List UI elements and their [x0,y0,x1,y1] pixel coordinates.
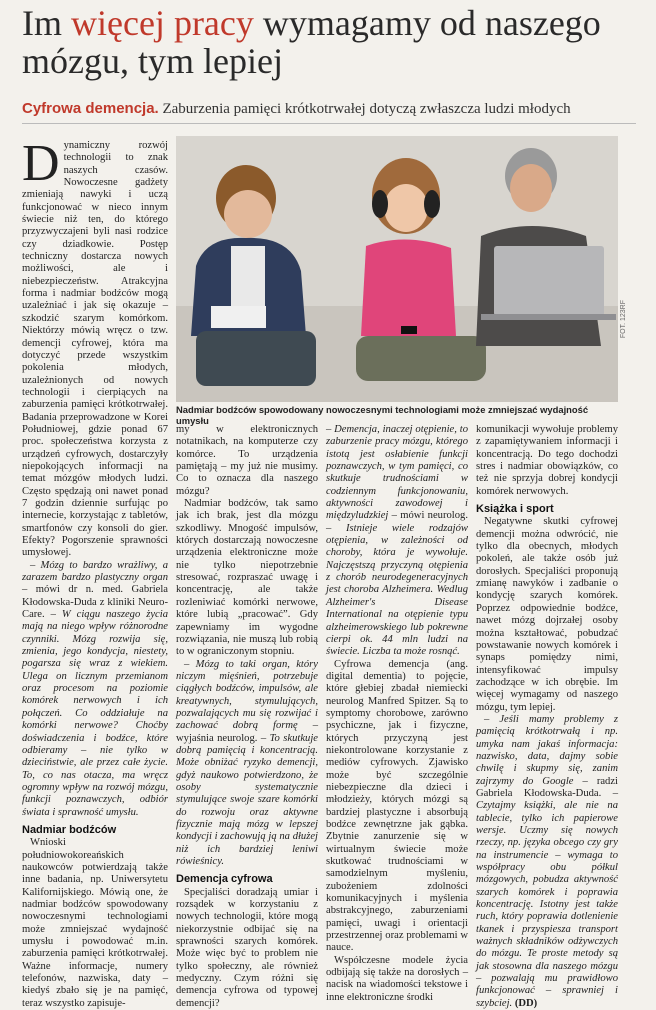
quote: – To skutkuje dobrą pamięcią i koncentracją. Może obniżać ryzyko demencji, gdyż naukowo potwierdzono, że osoby systematycznie stymulujące swoje szare komórki do rozwoju oraz aktywne fizycznie mają mózg w lepszej kondycji i zachowują ją na dłużej niż ich bardziej leniwi rówieśnicy. [176,732,318,868]
col3-paragraph-3: Współczesne modele życia odbijają się także na dorosłych – nacisk na wiadomości tekstowe i inne elektroniczne środki [326,954,468,1003]
headline-part2: wymagamy od naszego mózgu, tym lepiej [22,3,601,81]
attribution: – wyjaśnia neurolog. [176,720,318,744]
column-1 [22,135,168,1009]
column-3 [326,424,468,1003]
subhead-nadmiar: Nadmiar bodźców [22,823,117,836]
quote: – W ciągu naszego życia mają na niego wpływ różnorodne czynniki. Mózg rozwija się, zmienia, jego kondycja, niestety, pogarsza się wraz z wiekiem. Ulega on licznym przemianom oraz procesom na poziomie komórek nerwowych i ich połączeń. Co oddziałuje na komórki nerwowe? Choćby doświadczenia i bodźce, które odbieramy – nie tylko w dzieciństwie, ale przez całe życie. To, co nas otacza, ma wręcz ogromny wpływ na rozwój mózgu, funkcji poznawczych, odbiór świata i sprawność umysłu. [22,609,168,818]
headline-accent: więcej pracy [71,3,254,43]
lead-kicker: Cyfrowa demencja. [22,100,159,117]
quote: – Demencja, inaczej otępienie, to zaburzenie pracy mózgu, którego istotą jest osłabienie funkcji poznawczych, w tym pamięci, co skutkuje trudnościami w codziennym funkcjonowaniu, aktywności zawodowej i międzyludzkiej [326,424,468,522]
lead-text: Zaburzenia pamięci krótkotrwałej dotyczą zwłaszcza ludzi młodych [158,101,571,117]
photo-credit: FOT. 123RF [620,300,627,339]
quote: – Mózg to taki organ, który niczym mięśnień, potrzebuje ciągłych bodźców, impulsów, ale kreatywnych, stymulujących, pozwalających mu się rozwijać i zachować dobrą formę [176,658,318,732]
subhead-ksiazka: Książka i sport [476,503,554,516]
col4-paragraph-1: komunikacji wywołuje problemy z zapamiętywaniem informacji i koncentracją. Do tego dochodzi stres i nadmiar obowiązków, co też nie sprzyja dobrej kondycji komórek nerwowych. [476,424,618,497]
col2-paragraph-1: my w elektronicznych notatnikach, na komputerze czy komórce. To urządzenia pamiętają – my już nie musimy. Co to oznacza dla naszego mózgu? [176,424,318,497]
col1-paragraph-2 [22,560,168,819]
col3-paragraph-1 [326,424,468,659]
col1-p1-text: ynamiczny rozwój technologii to znak naszych czasów. Nowoczesne gadżety zmieniają nawyki i uczą funkcjonować w nieco innym świecie niż ten, do którego przyzwyczajeni byli nasi rodzice czy dziadkowie. Postęp techniczny dostarcza nowych możliwości, ale i niebezpieczeństw. Atrakcyjna forma i nadmiar bodźców mogą uzależniać i jak się okazuje – szkodzić szarym komórkom. Niektórzy mówią wręcz o tzw. demencji cyfrowej, która ma dotyczyć przede wszystkim pokolenia młodych, uzależnionych od nowych technologii i cierpiących na zaburzenia pamięci krótkotrwałej. Badania przeprowadzone w Korei Południowej, gdzie ponad 67 proc. społeczeństwa korzysta z urządzeń cyfrowych, dostarczyły niepokojących informacji na temat mózgów młodych ludzi. Często spędzają oni nawet ponad 7 godzin dziennie surfując po internecie, korzystając z tabletów, smartfonów czy konsoli do gier. Efekty? Pogorszenie sprawności umysłowej. [22,140,168,559]
author-signature: (DD) [514,997,538,1009]
headline [22,4,642,80]
attribution: – radzi Gabriela Kłodowska-Duda. [476,775,618,799]
article-photo [176,136,618,402]
quote: – Jeśli mamy problemy z pamięcią krótkotrwałą i np. umyka nam jakaś informacja: nazwisko, data, dajmy sobie chwilę i skupmy się, zanim zajrzymy do Google [476,713,618,787]
col2-paragraph-2: Nadmiar bodźców, tak samo jak ich brak, jest dla mózgu szkodliwy. Mnogość impulsów, których dostarczają nowoczesne urządzenia elektroniczne może nie tylko niepotrzebnie stresować, rozpraszać uwagę i koncentrację, ale także rozleniwiać komórki nerwowe, które lubią „pracować”. Gdy zapewniamy im wygodne rozwiązania, nie muszą lub robią to w ograniczonym stopniu. [176,498,318,658]
col2-paragraph-3 [176,659,318,869]
col3-paragraph-2: Cyfrowa demencja (ang. digital dementia) to pojęcie, które głebiej zbadał niemiecki neurolog Manfred Spitzer. Są to symptomy chorobowe, zarówno psychiczne, jak i fizyczne, których przyczyną jest niekontrolowane korzystanie z mediów cyfrowych. Zjawisko może być szczególnie niebezpieczne dla dzieci i młodzieży, których mózgi są bardziej plastyczne i absorbują bodźce zewnętrzne jak gąbka. Zbytnie zanurzenie się w wirtualnym świecie może skutkować trudnościami w samodzielnym myśleniu, zubożeniem zdolności komunikacyjnych i myślenia abstrakcyjnego, zaburzeniami pamięci, uwagi i orientacji przestrzennej oraz problemami w nauce. [326,658,468,954]
lead [22,100,642,118]
subhead-demencja: Demencja cyfrowa [176,873,273,886]
attribution: – mówi neurolog. [388,510,468,522]
col1-paragraph-3: Wnioski południowokoreańskich naukowców potwierdzają także inne badania, np. Uniwersytetu Kalifornijskiego. Mówią one, że nadmiar bodźców spowodowany nowoczesnymi technologiami może zmniejszać wydajność umysłu i powodować m.in. zaburzenia pamięci krótkotrwałej. Ważne informacje, numery telefonów, nazwiska, daty – kiedyś zbało się je na pamięć, teraz wszystko zapisuje- [22,837,168,1009]
quote: – Istnieje wiele rodzajów otępienia, w zależności od choroby, która je wywołuje. Najczęstszą przyczyną otępienia z chorób neurodegeneracyjnych jest choroba Alzheimera. Wedlug Alzheimer's Disease International na otępienie typu alzheimerowskiego lub pokrewne cierpi ok. 44 mln ludzi na świecie. Liczba ta może rosnąć. [326,522,468,658]
col1-paragraph-1 [22,135,168,560]
column-2 [176,424,318,1009]
photo-illustration [176,136,618,402]
col2-paragraph-4: Specjaliści doradzają umiar i rozsądek w korzystaniu z nowych technologii, które mogą niekorzystnie odbijać się na sprawności szarych komórek. Może więc być to problem nie tylko społeczny, ale również medyczny. Czym różni się demencja cyfrowa od typowej demencji? [176,886,318,1009]
drop-cap: D [22,135,60,192]
column-4 [476,424,618,1009]
attribution: – mówi dr n. med. Gabriela Kłodowska-Duda z kliniki Neuro-Care. [22,584,168,621]
quote: – Mózg to bardzo wrażliwy, a zarazem bardzo plastyczny organ [22,559,168,584]
col4-paragraph-3 [476,714,618,1010]
col4-paragraph-2: Negatywne skutki cyfrowej demencji można odwrócić, nie tylko dla obecnych, młodych pokoleń, ale także osób już dorosłych. Specjaliści proponują zmianę nawyków i zadbanie o kondycję szarych komórek. Poprzez odpowiednie bodźce, nawet mózg dojrzałej osoby można kształtować, pobudzać powstawanie nowych komórek i synaps pomiędzy nimi, intensyfikować impulsy zachodzące w ich obrębie. Im więcej wymagamy od naszego mózgu, tym lepiej. [476,516,618,713]
divider [22,123,636,124]
headline-part1: Im [22,3,71,43]
quote: – Czytajmy książki, ale nie na tablecie, tylko ich papierowe wersje. Uczmy się nowych rzeczy, np. języka obcego czy gry na instrumencie – wymaga to współpracy obu półkul mózgowych, pobudza aktywność szarych komórek i poprawia koncentrację. Istotny jest także ruch, który poprawia dotlenienie tkanek i przyspiesza transport ważnych składników odżywczych do mózgu. Te proste metody są jak stosowna dla naszego mózgu – pozwalają mu prawidłowo funkcjonować – sprawniej i szybciej. [476,787,618,1009]
photo-caption: Nadmiar bodźców spowodowany nowoczesnymi technologiami może zmniejszać wydajność umysłu [176,404,589,426]
